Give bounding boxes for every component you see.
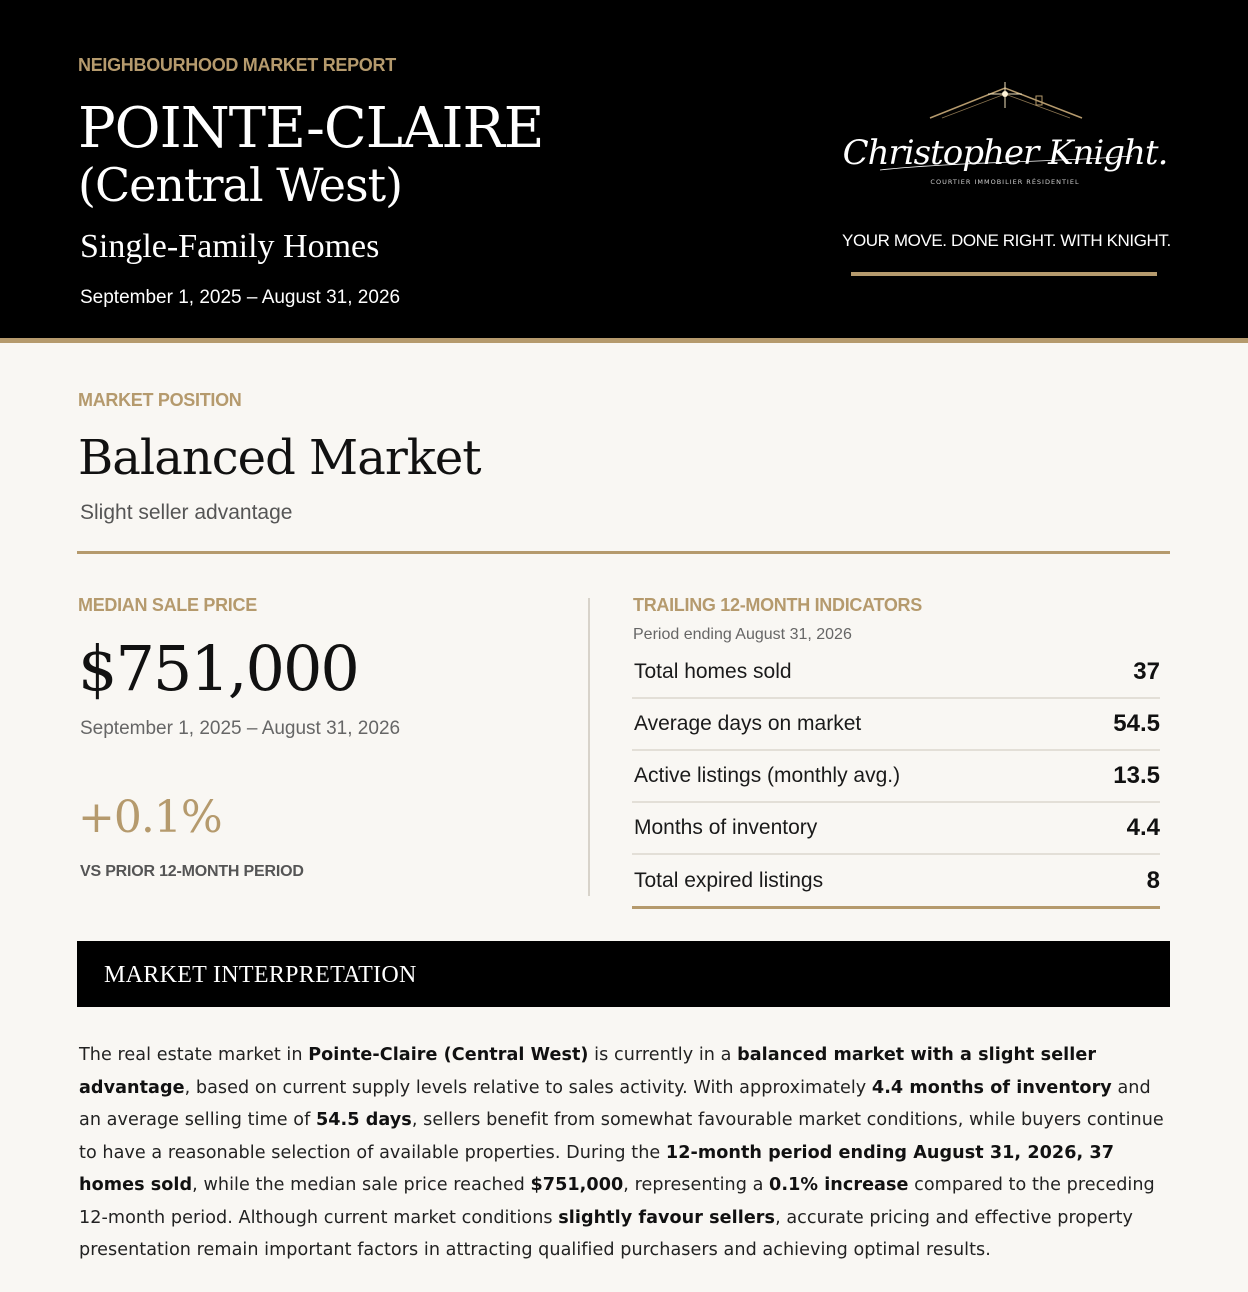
indicator-label: Total homes sold [634, 660, 792, 683]
interp-highlight: Pointe-Claire (Central West) [308, 1045, 589, 1065]
logo-caption: COURTIER IMMOBILIER RÉSIDENTIEL [930, 178, 1080, 186]
indicator-label: Average days on market [634, 712, 862, 735]
interp-highlight: balanced market with a slight seller advantage [79, 1045, 1097, 1098]
interp-highlight: slightly favour sellers [558, 1207, 776, 1228]
neighbourhood-title: POINTE-CLAIRE [78, 96, 544, 161]
interp-highlight: 4.4 months of inventory [871, 1077, 1112, 1098]
indicator-row [632, 699, 1160, 751]
market-position-title: Balanced Market [78, 430, 481, 486]
neighbourhood-subarea: (Central West) [78, 158, 403, 212]
interpretation-title: MARKET INTERPRETATION [104, 962, 417, 988]
report-date-range: September 1, 2025 – August 31, 2026 [80, 287, 401, 308]
christopher-knight-logo [842, 78, 1168, 190]
brand-tagline: YOUR MOVE. DONE RIGHT. WITH KNIGHT. [842, 231, 1171, 250]
star-glint-icon [988, 82, 1022, 108]
median-price-change-caption: VS PRIOR 12-MONTH PERIOD [80, 863, 304, 880]
property-type: Single-Family Homes [80, 228, 380, 265]
indicator-row [632, 803, 1160, 855]
indicator-value: 13.5 [1113, 762, 1160, 789]
report-eyebrow: NEIGHBOURHOOD MARKET REPORT [78, 55, 396, 75]
median-price-date-range: September 1, 2025 – August 31, 2026 [80, 718, 401, 739]
interp-text: , accurate pricing and effective property presentation remain important factors in attracting qualified purchasers and achieving optimal results. [79, 1207, 1133, 1260]
logo-signature: Christopher Knight. [842, 133, 1168, 173]
market-position-eyebrow: MARKET POSITION [78, 390, 242, 410]
section-divider [77, 551, 1170, 554]
interp-highlight: 54.5 days [315, 1110, 412, 1130]
interp-text: , sellers benefit from somewhat favourable market conditions, while buyers continue to have a reasonable selection of available properties. During the [79, 1110, 1164, 1163]
indicator-value: 4.4 [1126, 814, 1160, 841]
median-price-value: $751,000 [78, 632, 358, 705]
indicator-label: Active listings (monthly avg.) [634, 764, 901, 787]
interpretation-header [77, 941, 1170, 1007]
interp-text: is currently in a [588, 1045, 738, 1065]
interp-text: compared to the preceding 12-month period. Although current market conditions [79, 1175, 1155, 1228]
indicator-row [632, 855, 1160, 909]
indicators-table [632, 647, 1160, 909]
indicator-label: Months of inventory [634, 816, 818, 839]
interp-text: , based on current supply levels relative to sales activity. With approximately [184, 1077, 872, 1098]
report-header [0, 0, 1248, 343]
indicator-value: 8 [1146, 866, 1160, 894]
interpretation-body [79, 1039, 1174, 1267]
median-price-eyebrow: MEDIAN SALE PRICE [78, 595, 257, 615]
median-price-change: +0.1% [78, 792, 222, 843]
indicator-value: 54.5 [1113, 710, 1160, 737]
indicator-value: 37 [1133, 658, 1160, 685]
interp-text: , representing a [623, 1175, 770, 1195]
interp-highlight: $751,000 [530, 1175, 624, 1195]
market-position-subtitle: Slight seller advantage [80, 501, 293, 524]
interp-text: and an average selling time of [79, 1077, 1151, 1130]
indicator-row [632, 647, 1160, 699]
indicator-label: Total expired listings [634, 868, 824, 892]
tagline-divider [851, 272, 1157, 276]
interp-highlight: 0.1% increase [769, 1175, 909, 1195]
indicators-period: Period ending August 31, 2026 [633, 626, 852, 643]
interp-text: , while the median sale price reached [192, 1175, 531, 1195]
interp-text: The real estate market in [79, 1045, 309, 1065]
indicator-row [632, 751, 1160, 803]
interp-highlight: 12-month period ending August 31, 2026, 37 homes sold [79, 1142, 1114, 1195]
column-divider [588, 598, 590, 896]
indicators-eyebrow: TRAILING 12-MONTH INDICATORS [633, 595, 922, 615]
